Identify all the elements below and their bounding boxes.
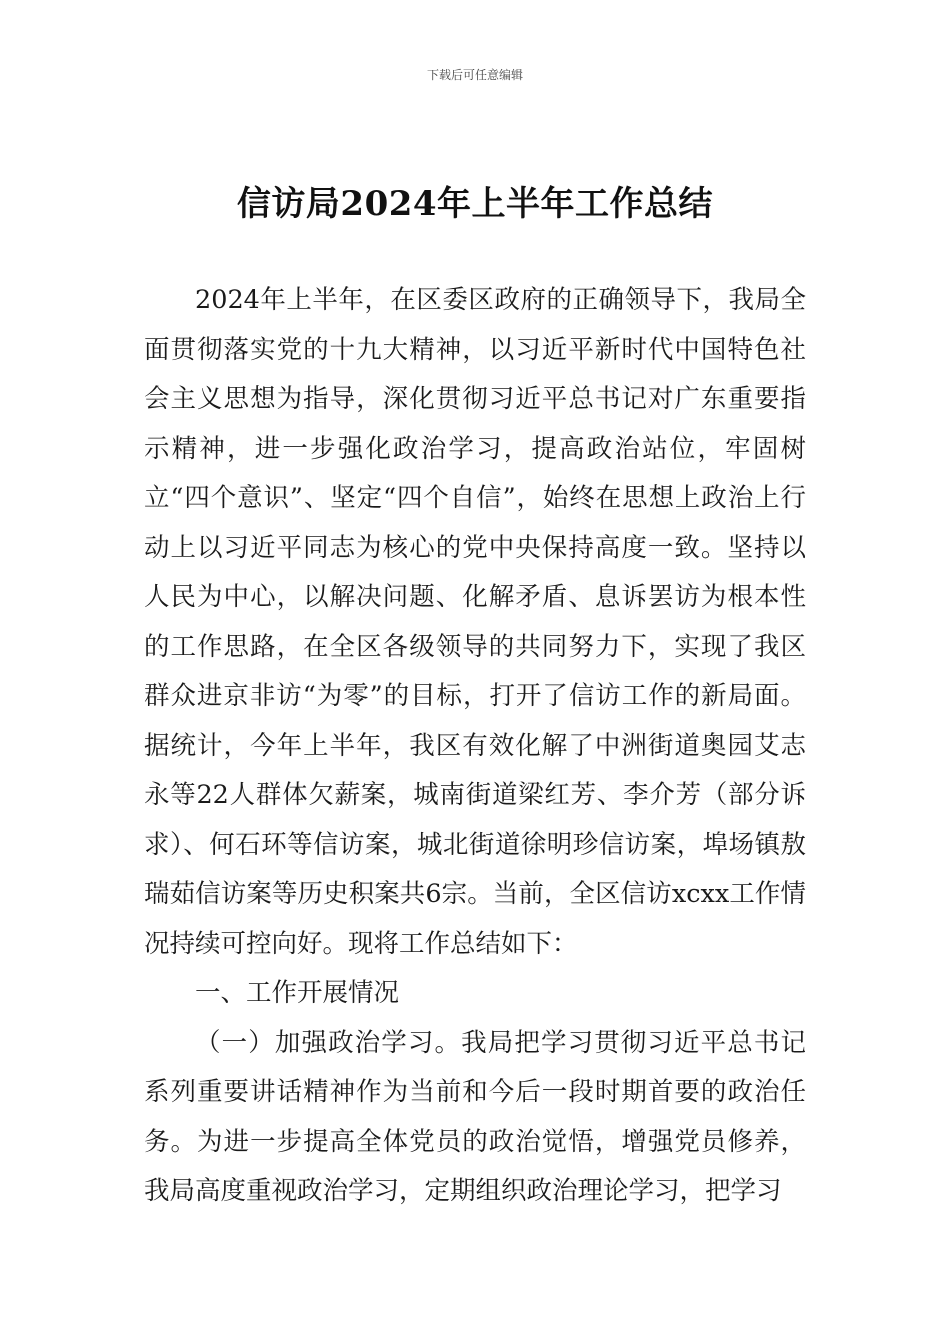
document-body [144,276,806,1217]
document-title: 信访局2024年上半年工作总结 [236,184,714,224]
header-note: 下载后可任意编辑 [426,68,523,82]
paragraph-intro: 2024年上半年，在区委区政府的正确领导下，我局全面贯彻落实党的十九大精神，以习近平新时代中国特色社会主义思想为指导，深化贯彻习近平总书记对广东重要指示精神，进一步强化政治学习，提高政治站位，牢固树立“四个意识”、坚定“四个自信”，始终在思想上政治上行动上以习近平同志为核心的党中央保持高度一致。坚持以人民为中心，以解决问题、化解矛盾、息诉罢访为根本性的工作思路，在全区各级领导的共同努力下，实现了我区群众进京非访“为零”的目标，打开了信访工作的新局面。据统计，今年上半年，我区有效化解了中洲街道奥园艾志永等22人群体欠薪案，城南街道梁红芳、李介芳（部分诉求）、何石环等信访案，城北街道徐明珍信访案，埠场镇敖瑞茹信访案等历史积案共6宗。当前，全区信访xcxx工作情况持续可控向好。现将工作总结如下： [144,285,806,959]
paragraph-political-study: （一）加强政治学习。我局把学习贯彻习近平总书记系列重要讲话精神作为当前和今后一段时期首要的政治任务。为进一步提高全体党员的政治觉悟，增强党员修养，我局高度重视政治学习，定期组织政治理论学习，把学习 [144,1027,806,1206]
section-heading: 一、工作开展情况 [195,978,400,1008]
